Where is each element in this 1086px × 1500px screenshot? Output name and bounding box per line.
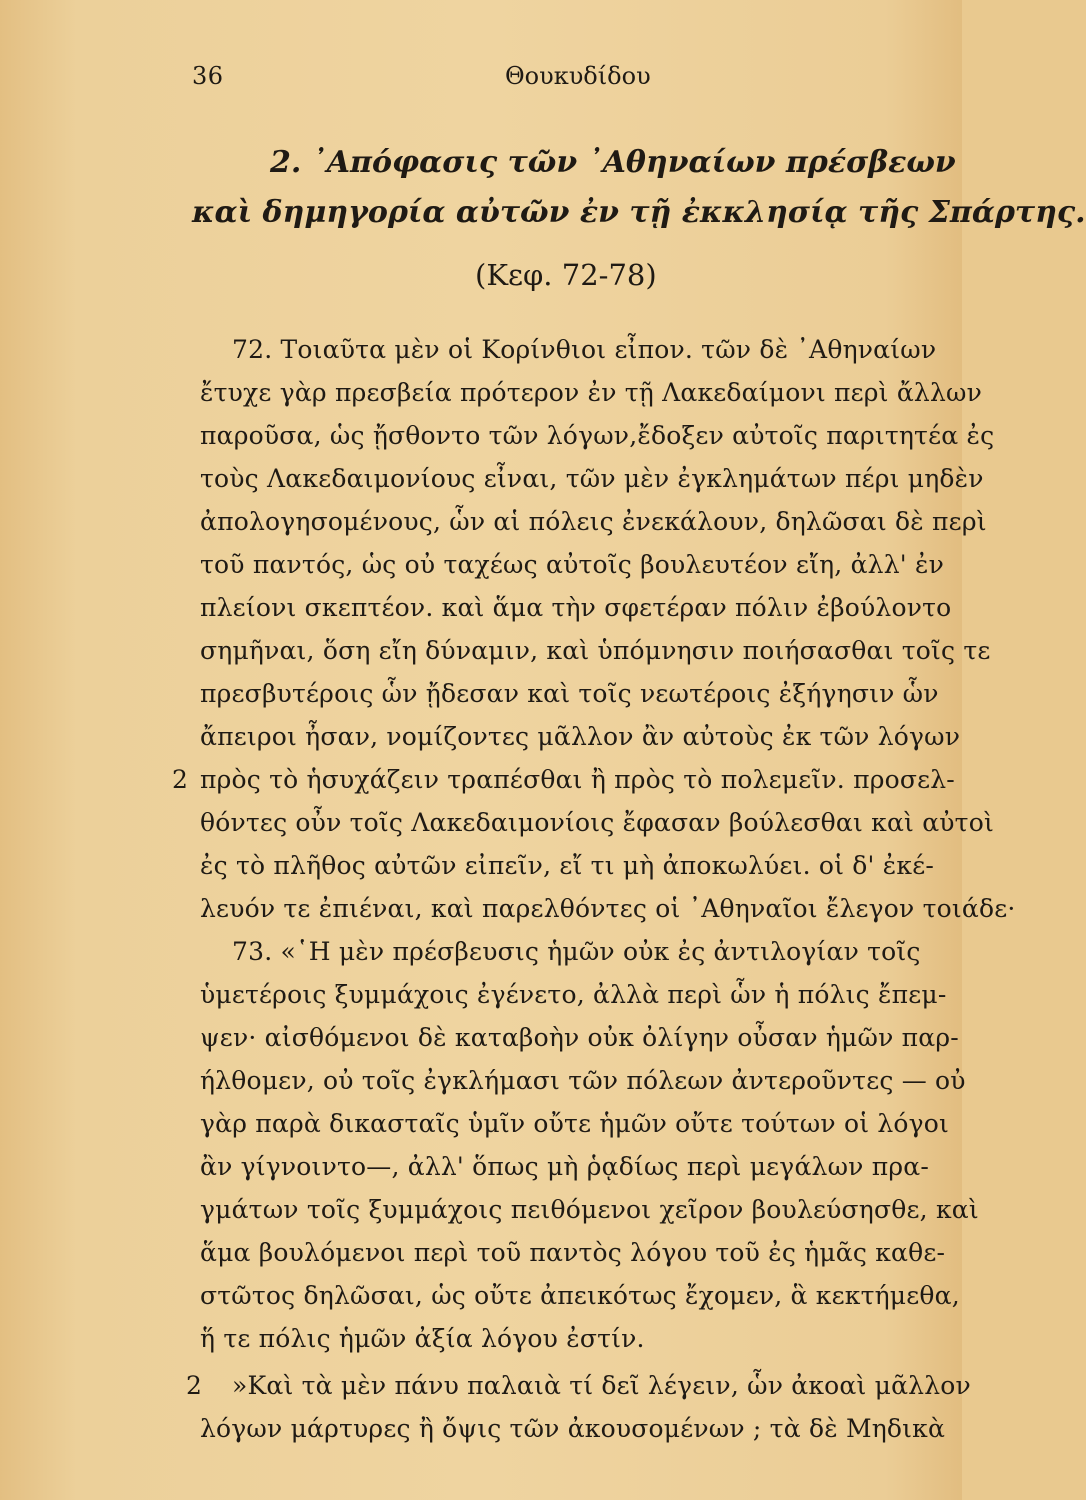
text-line: τοῦ παντός, ὡς οὐ ταχέως αὐτοῖς βουλευτέον εἴη, ἀλλ' ἐν <box>200 550 945 579</box>
text-line: »Καὶ τὰ μὲν πάνυ παλαιὰ τί δεῖ λέγειν, ὧν ἀκοαὶ μᾶλλον <box>232 1371 971 1400</box>
text-line: σημῆναι, ὅση εἴη δύναμιν, καὶ ὑπόμνησιν ποιήσασθαι τοῖς τε <box>200 636 991 665</box>
text-line: λόγων μάρτυρες ἢ ὄψις τῶν ἀκουσομένων ; τὰ δὲ Μηδικὰ <box>200 1414 946 1443</box>
text-line: 73. «῾Η μὲν πρέσβευσις ἡμῶν οὐκ ἐς ἀντιλογίαν τοῖς <box>232 937 921 966</box>
text-line: παροῦσα, ὡς ᾔσθοντο τῶν λόγων,ἔδοξεν αὐτοῖς παριτητέα ἐς <box>200 421 995 450</box>
text-line: ἄπειροι ἦσαν, νομίζοντες μᾶλλον ἂν αὐτοὺς ἐκ τῶν λόγων <box>200 722 961 751</box>
text-line: 72. Τοιαῦτα μὲν οἱ Κορίνθιοι εἶπον. τῶν δὲ ᾿Αθηναίων <box>232 335 937 364</box>
text-line: ψεν· αἰσθόμενοι δὲ καταβοὴν οὐκ ὀλίγην οὖσαν ἡμῶν παρ- <box>200 1023 959 1052</box>
text-line: θόντες οὖν τοῖς Λακεδαιμονίοις ἔφασαν βούλεσθαι καὶ αὐτοὶ <box>200 808 994 837</box>
page-header <box>0 62 962 102</box>
text-line: λευόν τε ἐπιέναι, καὶ παρελθόντες οἱ ᾿Αθηναῖοι ἔλεγον τοιάδε· <box>200 894 1016 923</box>
text-line: πλείονι σκεπτέον. καὶ ἅμα τὴν σφετέραν πόλιν ἐβούλοντο <box>200 593 952 622</box>
text-line: ἐς τὸ πλῆθος αὐτῶν εἰπεῖν, εἴ τι μὴ ἀποκωλύει. οἱ δ' ἐκέ- <box>200 851 934 880</box>
margin-section-number: 2 <box>172 765 188 794</box>
text-line: ἀπολογησομένους, ὧν αἱ πόλεις ἐνεκάλουν, δηλῶσαι δὲ περὶ <box>200 507 987 536</box>
text-line: τοὺς Λακεδαιμονίους εἶναι, τῶν μὲν ἐγκλημάτων πέρι μηδὲν <box>200 464 984 493</box>
text-line: ήλθομεν, οὐ τοῖς ἐγκλήμασι τῶν πόλεων ἀντεροῦντες — οὐ <box>200 1066 966 1095</box>
text-line: ἅμα βουλόμενοι περὶ τοῦ παντὸς λόγου τοῦ ἐς ἡμᾶς καθε- <box>200 1238 946 1267</box>
text-line: πρὸς τὸ ἡσυχάζειν τραπέσθαι ἢ πρὸς τὸ πολεμεῖν. προσελ- <box>200 765 955 794</box>
page-number: 36 <box>192 62 224 90</box>
text-line: ὑμετέροις ξυμμάχοις ἐγένετο, ἀλλὰ περὶ ὧν ἡ πόλις ἔπεμ- <box>200 980 947 1009</box>
section-title-line-2: καὶ δημηγορία αὐτῶν ἐν τῇ ἐκκλησίᾳ τῆς Σπάρτης. <box>192 195 1086 230</box>
text-line: στῶτος δηλῶσαι, ὡς οὔτε ἀπεικότως ἔχομεν, ἃ κεκτήμεθα, <box>200 1281 960 1310</box>
running-head: Θουκυδίδου <box>505 62 651 90</box>
text-line: γὰρ παρὰ δικασταῖς ὑμῖν οὔτε ἡμῶν οὔτε τούτων οἱ λόγοι <box>200 1109 950 1138</box>
text-line: γμάτων τοῖς ξυμμάχοις πειθόμενοι χεῖρον βουλεύσησθε, καὶ <box>200 1195 979 1224</box>
text-line: ἥ τε πόλις ἡμῶν ἀξία λόγου ἐστίν. <box>200 1324 645 1353</box>
text-line: ἔτυχε γὰρ πρεσβεία πρότερον ἐν τῇ Λακεδαίμονι περὶ ἄλλων <box>200 378 982 407</box>
text-line: ἂν γίγνοιντο—, ἀλλ' ὅπως μὴ ῥᾳδίως περὶ μεγάλων πρα- <box>200 1152 929 1181</box>
margin-section-number: 2 <box>186 1371 202 1400</box>
text-line: πρεσβυτέροις ὧν ᾔδεσαν καὶ τοῖς νεωτέροις ἐξήγησιν ὧν <box>200 679 939 708</box>
chapter-range: (Κεφ. 72-78) <box>475 258 657 292</box>
section-title-line-1: 2. ᾿Απόφασις τῶν ᾿Αθηναίων πρέσβεων <box>270 145 956 180</box>
